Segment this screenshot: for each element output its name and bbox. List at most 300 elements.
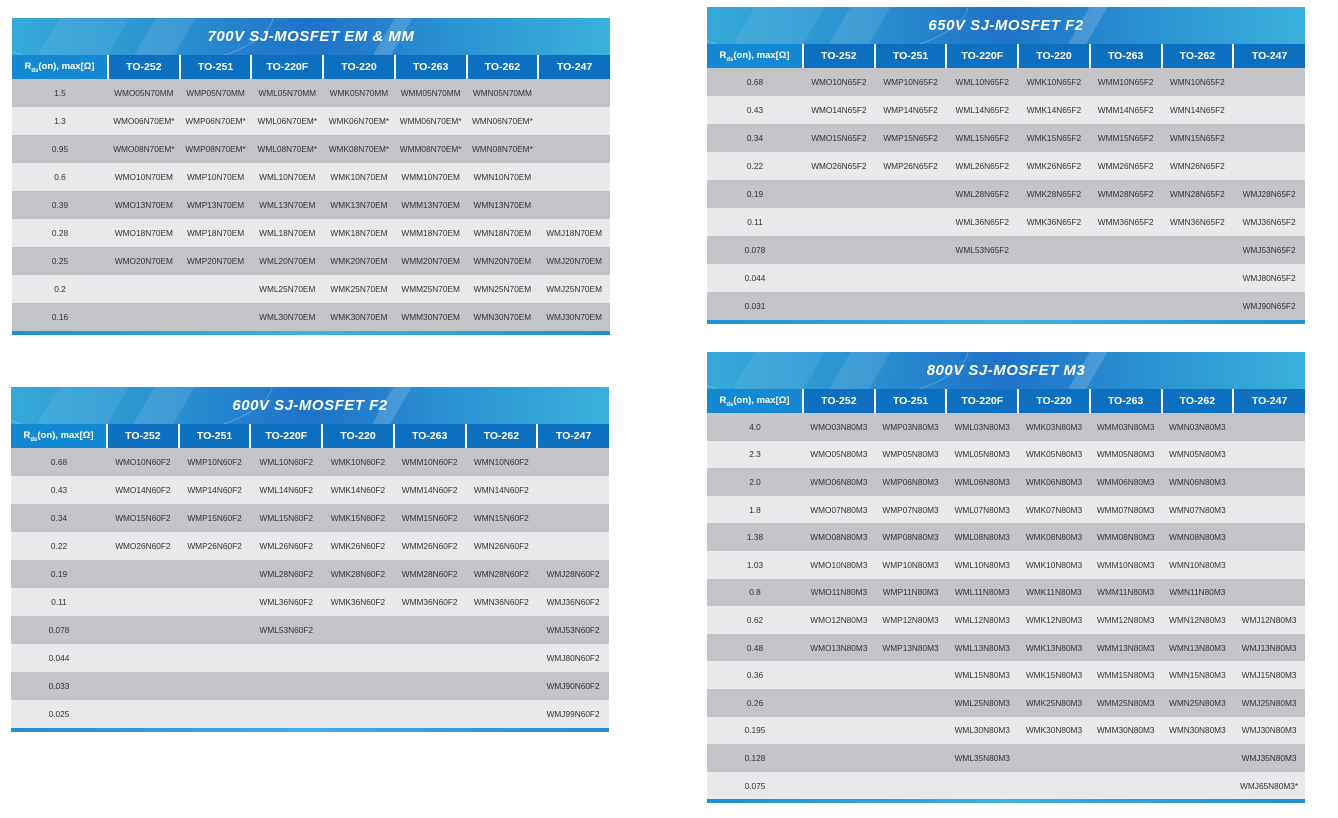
part-number — [803, 717, 875, 745]
part-number: WMM18N70EM — [395, 219, 467, 247]
part-number: WMM12N80M3 — [1090, 606, 1162, 634]
part-number: WML25N80M3 — [946, 689, 1018, 717]
table-row — [707, 606, 1305, 634]
part-number: WML10N65F2 — [946, 68, 1018, 96]
part-number: WMO26N65F2 — [803, 152, 875, 180]
table-title-banner — [707, 7, 1305, 44]
part-number: WMJ12N80M3 — [1233, 606, 1305, 634]
header-package: TO-263 — [394, 424, 466, 448]
header-param-prefix: R — [23, 429, 31, 441]
part-number: WMJ28N65F2 — [1233, 180, 1305, 208]
part-number: WMK30N80M3 — [1018, 717, 1090, 745]
part-number — [875, 264, 947, 292]
part-number: WMP10N60F2 — [179, 448, 251, 476]
part-number: WMK20N70EM — [323, 247, 395, 275]
table-row — [11, 448, 609, 476]
part-number — [538, 107, 610, 135]
part-number: WMP12N80M3 — [875, 606, 947, 634]
table-row — [12, 303, 610, 331]
header-param-sub: ds — [726, 56, 734, 63]
part-number: WML36N60F2 — [250, 588, 322, 616]
part-number — [180, 275, 252, 303]
part-number: WMN14N60F2 — [466, 476, 538, 504]
part-number: WMP05N80M3 — [875, 441, 947, 469]
table-row — [707, 717, 1305, 745]
header-package: TO-220 — [323, 55, 395, 79]
part-number: WML28N65F2 — [946, 180, 1018, 208]
part-number: WMM08N80M3 — [1090, 523, 1162, 551]
part-number — [394, 616, 466, 644]
part-number: WMM26N60F2 — [394, 532, 466, 560]
header-package: TO-262 — [1162, 44, 1234, 68]
rdson-value: 0.36 — [707, 661, 803, 689]
header-package: TO-251 — [180, 55, 252, 79]
part-number: WMN30N80M3 — [1162, 717, 1234, 745]
part-number: WMM36N60F2 — [394, 588, 466, 616]
table-row — [707, 661, 1305, 689]
part-number: WMM36N65F2 — [1090, 208, 1162, 236]
part-number: WMO26N60F2 — [107, 532, 179, 560]
part-number: WMM03N80M3 — [1090, 413, 1162, 441]
header-package: TO-247 — [537, 424, 609, 448]
header-rdson — [12, 55, 108, 79]
part-number: WMN28N65F2 — [1162, 180, 1234, 208]
table-row — [12, 163, 610, 191]
part-number: WMJ28N60F2 — [537, 560, 609, 588]
table-row — [11, 560, 609, 588]
table-600v — [11, 387, 609, 732]
part-number: WMM30N80M3 — [1090, 717, 1162, 745]
rdson-value: 0.62 — [707, 606, 803, 634]
table-row — [12, 247, 610, 275]
rdson-value: 0.16 — [12, 303, 108, 331]
part-number: WMM25N70EM — [395, 275, 467, 303]
part-number — [466, 616, 538, 644]
header-rdson — [707, 389, 803, 413]
part-number: WMK26N65F2 — [1018, 152, 1090, 180]
rdson-value: 0.8 — [707, 579, 803, 607]
part-number: WMM11N80M3 — [1090, 579, 1162, 607]
part-number: WMK10N80M3 — [1018, 551, 1090, 579]
part-number: WMK10N70EM — [323, 163, 395, 191]
part-number — [946, 264, 1018, 292]
part-number — [803, 208, 875, 236]
part-number: WMN06N80M3 — [1162, 468, 1234, 496]
part-number: WMK07N80M3 — [1018, 496, 1090, 524]
part-number: WML06N70EM* — [251, 107, 323, 135]
header-param-prefix: R — [719, 49, 727, 61]
part-number — [537, 448, 609, 476]
part-number: WMJ90N65F2 — [1233, 292, 1305, 320]
header-package: TO-247 — [538, 55, 610, 79]
part-number: WMM08N70EM* — [395, 135, 467, 163]
header-package: TO-251 — [875, 44, 947, 68]
part-number: WMM15N65F2 — [1090, 124, 1162, 152]
part-number: WML14N60F2 — [250, 476, 322, 504]
part-number — [1090, 292, 1162, 320]
table-bottom-bar — [11, 728, 609, 732]
part-number: WMK12N80M3 — [1018, 606, 1090, 634]
rdson-value: 1.3 — [12, 107, 108, 135]
rdson-value: 0.033 — [11, 672, 107, 700]
part-number — [1233, 96, 1305, 124]
part-number: WMN05N80M3 — [1162, 441, 1234, 469]
part-number — [946, 292, 1018, 320]
part-number: WML03N80M3 — [946, 413, 1018, 441]
rdson-value: 0.34 — [707, 124, 803, 152]
part-number: WMN05N70MM — [467, 79, 539, 107]
table-title-banner — [707, 352, 1305, 389]
part-number: WMO06N80M3 — [803, 468, 875, 496]
part-number: WMO06N70EM* — [108, 107, 180, 135]
table-row — [707, 208, 1305, 236]
part-number: WMK13N80M3 — [1018, 634, 1090, 662]
part-number — [875, 661, 947, 689]
part-number — [394, 700, 466, 728]
part-number: WMP06N80M3 — [875, 468, 947, 496]
part-number — [1018, 772, 1090, 800]
part-number: WMJ25N70EM — [538, 275, 610, 303]
part-number: WML10N80M3 — [946, 551, 1018, 579]
part-number — [466, 700, 538, 728]
part-number: WML36N65F2 — [946, 208, 1018, 236]
part-number: WMK06N70EM* — [323, 107, 395, 135]
part-number: WMM25N80M3 — [1090, 689, 1162, 717]
part-number: WMM10N80M3 — [1090, 551, 1162, 579]
part-number — [1233, 413, 1305, 441]
table-bottom-bar — [707, 320, 1305, 324]
part-number: WMK14N65F2 — [1018, 96, 1090, 124]
part-number: WMN26N60F2 — [466, 532, 538, 560]
header-package: TO-263 — [1090, 389, 1162, 413]
part-number: WMN15N60F2 — [466, 504, 538, 532]
table-row — [707, 413, 1305, 441]
part-number: WML53N60F2 — [250, 616, 322, 644]
part-number: WMM10N60F2 — [394, 448, 466, 476]
part-number: WML15N60F2 — [250, 504, 322, 532]
rdson-value: 0.25 — [12, 247, 108, 275]
table-row — [11, 504, 609, 532]
part-number: WMJ13N80M3 — [1233, 634, 1305, 662]
part-number: WMP26N65F2 — [875, 152, 947, 180]
table-700v — [12, 18, 610, 335]
table-row — [707, 523, 1305, 551]
rdson-value: 0.195 — [707, 717, 803, 745]
part-number — [803, 264, 875, 292]
part-number: WMN12N80M3 — [1162, 606, 1234, 634]
part-number — [803, 689, 875, 717]
part-number: WMK13N70EM — [323, 191, 395, 219]
rdson-value: 2.0 — [707, 468, 803, 496]
table-row — [707, 96, 1305, 124]
part-number: WMK28N65F2 — [1018, 180, 1090, 208]
rdson-value: 1.5 — [12, 79, 108, 107]
header-param-prefix: R — [719, 394, 727, 406]
part-number: WMN18N70EM — [467, 219, 539, 247]
part-number: WMK10N65F2 — [1018, 68, 1090, 96]
header-param-suffix: (on), max[Ω] — [37, 429, 94, 441]
part-number: WML12N80M3 — [946, 606, 1018, 634]
table-row — [707, 496, 1305, 524]
part-number — [803, 180, 875, 208]
header-package: TO-262 — [467, 55, 539, 79]
table-row — [707, 744, 1305, 772]
rdson-value: 0.044 — [707, 264, 803, 292]
header-rdson — [707, 44, 803, 68]
header-package: TO-252 — [803, 389, 875, 413]
part-number: WMJ36N60F2 — [537, 588, 609, 616]
part-number: WMO13N80M3 — [803, 634, 875, 662]
part-number — [108, 303, 180, 331]
table-650v — [707, 7, 1305, 324]
part-number: WML14N65F2 — [946, 96, 1018, 124]
part-number — [322, 672, 394, 700]
part-number — [394, 644, 466, 672]
part-number — [107, 560, 179, 588]
part-number: WMO05N80M3 — [803, 441, 875, 469]
header-package: TO-251 — [875, 389, 947, 413]
part-number: WMO08N80M3 — [803, 523, 875, 551]
part-number: WMO03N80M3 — [803, 413, 875, 441]
part-number: WMM06N70EM* — [395, 107, 467, 135]
table-row — [11, 588, 609, 616]
part-number: WMM28N65F2 — [1090, 180, 1162, 208]
table-row — [707, 689, 1305, 717]
part-number — [107, 588, 179, 616]
rdson-value: 0.078 — [11, 616, 107, 644]
part-number: WML05N80M3 — [946, 441, 1018, 469]
part-number: WMM10N65F2 — [1090, 68, 1162, 96]
table-row — [11, 476, 609, 504]
part-number: WML10N60F2 — [250, 448, 322, 476]
part-number: WMK03N80M3 — [1018, 413, 1090, 441]
part-number — [1090, 236, 1162, 264]
part-number: WMK14N60F2 — [322, 476, 394, 504]
part-number: WMN28N60F2 — [466, 560, 538, 588]
header-package: TO-262 — [466, 424, 538, 448]
rdson-value: 0.22 — [11, 532, 107, 560]
table-row — [707, 772, 1305, 800]
rdson-value: 1.03 — [707, 551, 803, 579]
rdson-value: 0.19 — [11, 560, 107, 588]
rdson-value: 0.2 — [12, 275, 108, 303]
part-number: WMO15N60F2 — [107, 504, 179, 532]
part-number: WMM15N80M3 — [1090, 661, 1162, 689]
part-number — [180, 303, 252, 331]
part-number: WMO13N70EM — [108, 191, 180, 219]
part-number: WML26N60F2 — [250, 532, 322, 560]
part-number: WMJ99N60F2 — [537, 700, 609, 728]
part-number: WML15N80M3 — [946, 661, 1018, 689]
part-number: WML13N70EM — [251, 191, 323, 219]
part-number: WMK08N70EM* — [323, 135, 395, 163]
part-number: WMK36N65F2 — [1018, 208, 1090, 236]
header-package: TO-220F — [946, 389, 1018, 413]
rdson-value: 0.11 — [11, 588, 107, 616]
rdson-value: 1.38 — [707, 523, 803, 551]
part-number: WMJ53N60F2 — [537, 616, 609, 644]
part-number: WMM28N60F2 — [394, 560, 466, 588]
part-number: WML30N80M3 — [946, 717, 1018, 745]
part-number — [179, 672, 251, 700]
part-number: WMJ90N60F2 — [537, 672, 609, 700]
part-number — [875, 236, 947, 264]
part-number: WMM10N70EM — [395, 163, 467, 191]
table-row — [707, 68, 1305, 96]
part-number: WMP11N80M3 — [875, 579, 947, 607]
table-title-banner — [11, 387, 609, 424]
part-number — [322, 644, 394, 672]
part-number: WMN03N80M3 — [1162, 413, 1234, 441]
part-number: WMO11N80M3 — [803, 579, 875, 607]
part-number — [803, 236, 875, 264]
part-number — [1233, 152, 1305, 180]
part-number: WML53N65F2 — [946, 236, 1018, 264]
rdson-value: 0.48 — [707, 634, 803, 662]
table-row — [12, 219, 610, 247]
header-package: TO-220 — [1018, 44, 1090, 68]
table-row — [707, 634, 1305, 662]
part-number: WML08N70EM* — [251, 135, 323, 163]
part-number: WML26N65F2 — [946, 152, 1018, 180]
part-number — [1162, 292, 1234, 320]
part-number — [875, 292, 947, 320]
header-package: TO-220 — [322, 424, 394, 448]
part-number: WMK05N70MM — [323, 79, 395, 107]
part-number: WMN10N80M3 — [1162, 551, 1234, 579]
part-number — [1162, 744, 1234, 772]
header-row — [12, 55, 610, 79]
part-number: WMP08N80M3 — [875, 523, 947, 551]
part-number — [107, 700, 179, 728]
part-number: WMM26N65F2 — [1090, 152, 1162, 180]
header-param-suffix: (on), max[Ω] — [733, 394, 790, 406]
table-row — [707, 264, 1305, 292]
part-number — [1018, 292, 1090, 320]
part-number — [179, 644, 251, 672]
rdson-value: 0.078 — [707, 236, 803, 264]
part-number: WML05N70MM — [251, 79, 323, 107]
table-row — [12, 275, 610, 303]
part-number: WMN36N65F2 — [1162, 208, 1234, 236]
part-number — [322, 700, 394, 728]
part-number: WML10N70EM — [251, 163, 323, 191]
table-title-banner — [12, 18, 610, 55]
header-param-prefix: R — [24, 60, 32, 72]
part-number — [1233, 124, 1305, 152]
part-number: WML08N80M3 — [946, 523, 1018, 551]
rdson-value: 0.34 — [11, 504, 107, 532]
rdson-value: 1.8 — [707, 496, 803, 524]
part-number: WMK10N60F2 — [322, 448, 394, 476]
part-number: WMN11N80M3 — [1162, 579, 1234, 607]
part-number: WMO05N70MM — [108, 79, 180, 107]
part-number: WMO10N65F2 — [803, 68, 875, 96]
part-number: WMM14N60F2 — [394, 476, 466, 504]
part-number — [538, 163, 610, 191]
table-row — [11, 532, 609, 560]
part-number: WMO18N70EM — [108, 219, 180, 247]
part-number — [250, 700, 322, 728]
header-package: TO-263 — [395, 55, 467, 79]
part-number — [1233, 523, 1305, 551]
table-row — [11, 644, 609, 672]
part-number: WMN14N65F2 — [1162, 96, 1234, 124]
part-number: WMN30N70EM — [467, 303, 539, 331]
part-number — [875, 180, 947, 208]
part-number: WMP14N65F2 — [875, 96, 947, 124]
part-number — [875, 772, 947, 800]
part-number — [1162, 236, 1234, 264]
part-number: WMN26N65F2 — [1162, 152, 1234, 180]
table-bottom-bar — [12, 331, 610, 335]
rdson-value: 0.128 — [707, 744, 803, 772]
part-number: WMM05N70MM — [395, 79, 467, 107]
part-number: WMJ18N70EM — [538, 219, 610, 247]
part-number: WMJ36N65F2 — [1233, 208, 1305, 236]
part-number: WMO15N65F2 — [803, 124, 875, 152]
rdson-value: 0.68 — [707, 68, 803, 96]
part-number — [107, 644, 179, 672]
part-number: WMP15N65F2 — [875, 124, 947, 152]
rdson-value: 2.3 — [707, 441, 803, 469]
table-row — [12, 107, 610, 135]
header-row — [11, 424, 609, 448]
part-number: WMM13N80M3 — [1090, 634, 1162, 662]
part-number — [1162, 772, 1234, 800]
part-number: WMK15N65F2 — [1018, 124, 1090, 152]
rdson-value: 4.0 — [707, 413, 803, 441]
header-param-suffix: (on), max[Ω] — [733, 49, 790, 61]
part-number: WMM14N65F2 — [1090, 96, 1162, 124]
part-number — [538, 191, 610, 219]
part-number: WMJ15N80M3 — [1233, 661, 1305, 689]
part-number: WMN06N70EM* — [467, 107, 539, 135]
header-param-sub: ds — [31, 67, 39, 74]
part-number — [875, 689, 947, 717]
part-number: WMM07N80M3 — [1090, 496, 1162, 524]
part-number — [1233, 441, 1305, 469]
table-row — [707, 180, 1305, 208]
part-number: WML15N65F2 — [946, 124, 1018, 152]
part-number: WMP05N70MM — [180, 79, 252, 107]
header-row — [707, 44, 1305, 68]
part-number: WMJ53N65F2 — [1233, 236, 1305, 264]
part-number: WMJ80N60F2 — [537, 644, 609, 672]
part-number: WML13N80M3 — [946, 634, 1018, 662]
table-row — [11, 700, 609, 728]
part-number: WMJ20N70EM — [538, 247, 610, 275]
rdson-value: 0.43 — [11, 476, 107, 504]
part-number: WMK05N80M3 — [1018, 441, 1090, 469]
part-number: WMK06N80M3 — [1018, 468, 1090, 496]
part-number: WMN15N80M3 — [1162, 661, 1234, 689]
rdson-value: 0.28 — [12, 219, 108, 247]
part-number: WMK36N60F2 — [322, 588, 394, 616]
header-package: TO-220 — [1018, 389, 1090, 413]
part-number — [537, 476, 609, 504]
part-number — [538, 79, 610, 107]
part-number — [1233, 551, 1305, 579]
part-number — [179, 616, 251, 644]
part-number: WMM15N60F2 — [394, 504, 466, 532]
part-number: WMP15N60F2 — [179, 504, 251, 532]
part-number: WMJ30N70EM — [538, 303, 610, 331]
table-row — [707, 441, 1305, 469]
part-number — [1233, 468, 1305, 496]
part-number — [1090, 744, 1162, 772]
part-number: WMP07N80M3 — [875, 496, 947, 524]
